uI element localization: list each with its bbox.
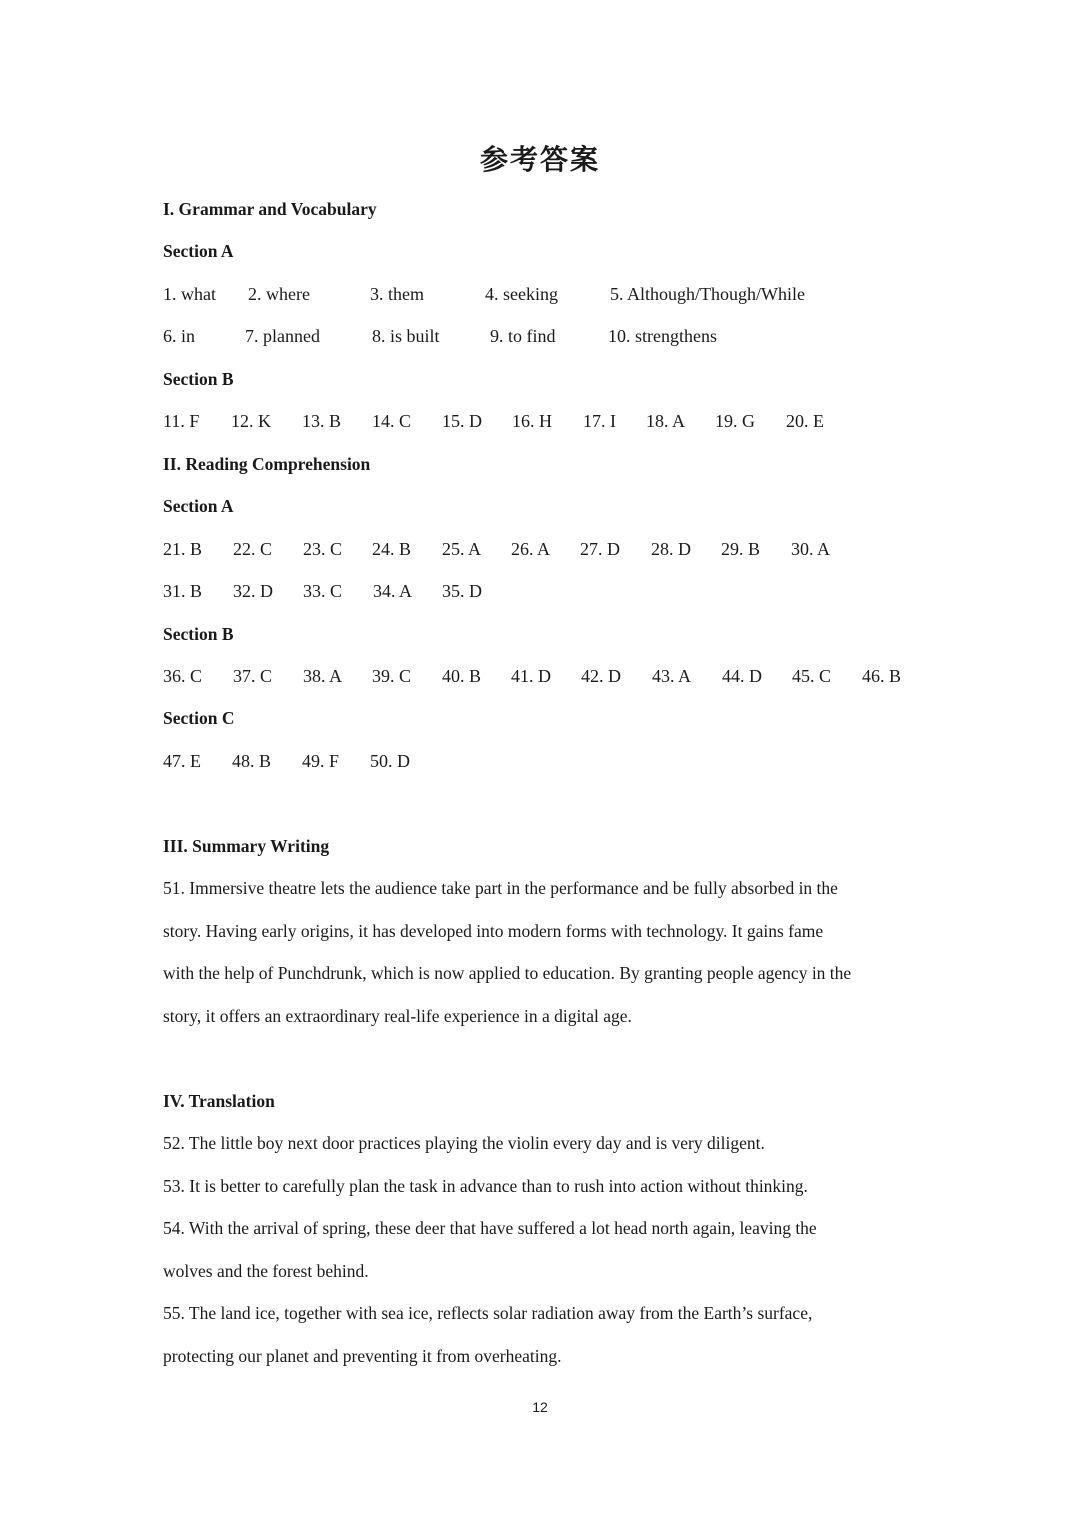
answer-item: 29. B [721,539,761,559]
answer-item: 15. D [442,411,482,431]
answer-item: 42. D [581,666,621,686]
answer-item: 22. C [233,539,273,559]
answer-item: 31. B [163,581,203,601]
answer-item: 46. B [862,666,902,686]
part3-heading: III. Summary Writing [163,836,330,856]
answer-item: 2. where [248,284,310,304]
answer-item: 10. strengthens [608,326,717,346]
translation-line: 53. It is better to carefully plan the task in advance than to rush into action without thinking. [163,1176,808,1196]
answer-item: 28. D [651,539,691,559]
translation-line: 54. With the arrival of spring, these deer that have suffered a lot head north again, leaving the [163,1218,817,1238]
answer-item: 23. C [303,539,343,559]
answer-item: 1. what [163,284,216,304]
answer-item: 12. K [231,411,271,431]
answer-item: 18. A [646,411,686,431]
answer-item: 17. I [583,411,616,431]
answer-item: 40. B [442,666,482,686]
translation-line: wolves and the forest behind. [163,1261,369,1281]
answer-item: 45. C [792,666,832,686]
part2-sectionA-label: Section A [163,496,234,516]
page-number: 12 [532,1399,548,1415]
summary-line: with the help of Punchdrunk, which is now applied to education. By granting people agency in the [163,963,852,983]
answer-item: 7. planned [245,326,320,346]
answer-item: 47. E [163,751,201,771]
answer-item: 41. D [511,666,551,686]
answer-item: 50. D [370,751,410,771]
answer-item: 27. D [580,539,620,559]
answer-item: 9. to find [490,326,556,346]
answer-item: 24. B [372,539,412,559]
answer-item: 6. in [163,326,196,346]
answer-item: 8. is built [372,326,440,346]
answer-item: 30. A [791,539,831,559]
answer-item: 3. them [370,284,424,304]
translation-line: 55. The land ice, together with sea ice, reflects solar radiation away from the Earth’s surface, [163,1303,813,1323]
answer-item: 32. D [233,581,273,601]
answer-item: 20. E [786,411,824,431]
part1-sectionB-label: Section B [163,369,234,389]
answer-item: 38. A [303,666,343,686]
part2-heading: II. Reading Comprehension [163,454,371,474]
answer-item: 19. G [715,411,755,431]
translation-line: 52. The little boy next door practices playing the violin every day and is very diligent. [163,1133,765,1153]
translation-line: protecting our planet and preventing it from overheating. [163,1346,562,1366]
summary-line: story, it offers an extraordinary real-life experience in a digital age. [163,1006,632,1026]
part1-sectionA-label: Section A [163,241,234,261]
summary-line: story. Having early origins, it has developed into modern forms with technology. It gains fame [163,921,824,941]
answer-item: 48. B [232,751,272,771]
answer-item: 34. A [373,581,413,601]
answer-item: 36. C [163,666,203,686]
answer-item: 43. A [652,666,692,686]
part1-heading: I. Grammar and Vocabulary [163,199,377,219]
answer-item: 11. F [163,411,200,431]
part2-sectionC-label: Section C [163,708,235,728]
answer-item: 35. D [442,581,482,601]
answer-item: 21. B [163,539,203,559]
answer-item: 49. F [302,751,340,771]
answer-item: 33. C [303,581,343,601]
answer-item: 5. Although/Though/While [610,284,805,304]
answer-item: 14. C [372,411,412,431]
answer-item: 4. seeking [485,284,558,304]
part2-sectionB-label: Section B [163,624,234,644]
answer-item: 37. C [233,666,273,686]
summary-line: 51. Immersive theatre lets the audience take part in the performance and be fully absorbed in the [163,878,838,898]
answer-item: 26. A [511,539,551,559]
part4-heading: IV. Translation [163,1091,275,1111]
page-title: 参考答案 [479,143,600,176]
answer-item: 25. A [442,539,482,559]
answer-item: 13. B [302,411,342,431]
answer-item: 39. C [372,666,412,686]
answer-item: 16. H [512,411,552,431]
answer-item: 44. D [722,666,762,686]
